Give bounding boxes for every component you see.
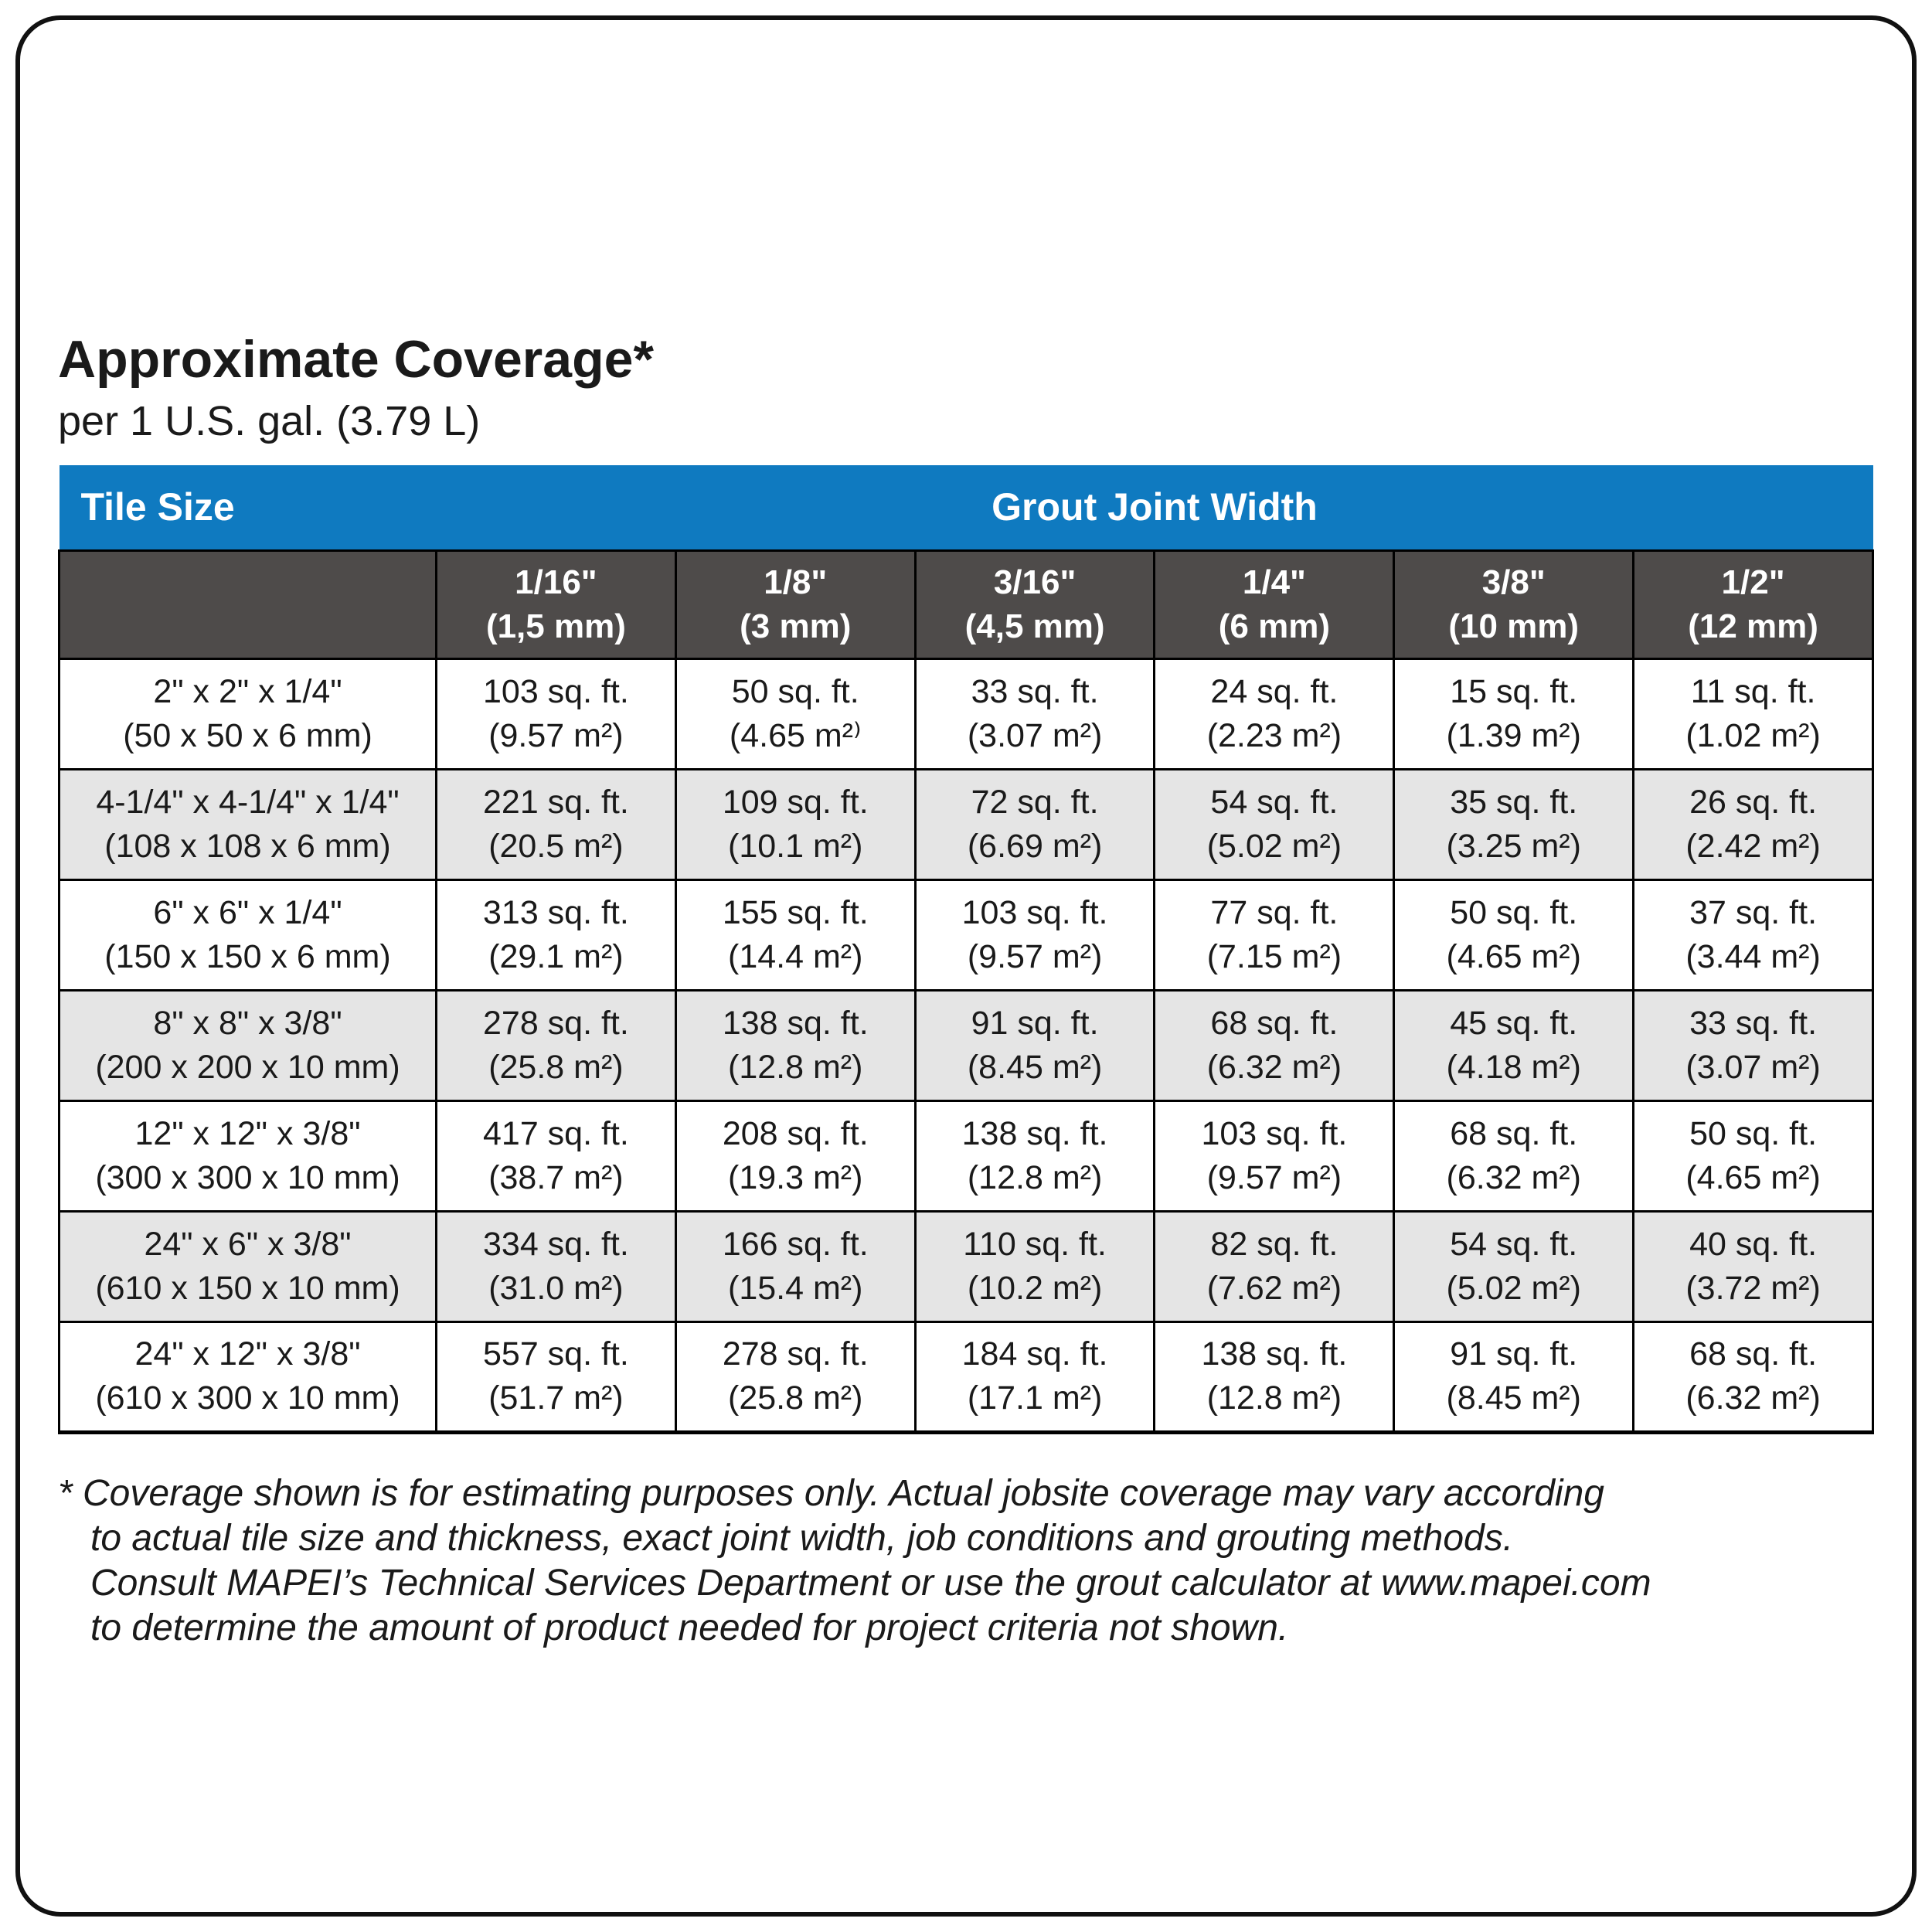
coverage-sqft: 26 sq. ft. [1689,783,1818,821]
coverage-cell [675,658,915,769]
coverage-sqft: 138 sq. ft. [1201,1335,1348,1372]
coverage-sqft: 11 sq. ft. [1690,672,1816,710]
joint-width-subheader-row [60,550,1873,658]
coverage-cell [1155,1100,1394,1211]
tile-size-inch: 8" x 8" x 3/8" [153,1004,342,1042]
coverage-m2: (31.0 m²) [488,1269,624,1307]
coverage-cell [437,658,676,769]
tile-size-inch: 2" x 2" x 1/4" [153,672,342,710]
tile-size-cell [60,1211,437,1321]
coverage-cell [1634,1211,1873,1321]
coverage-m2: (4.18 m²) [1446,1048,1581,1086]
coverage-cell [437,990,676,1100]
coverage-sqft: 557 sq. ft. [482,1335,629,1372]
coverage-sqft: 15 sq. ft. [1450,672,1578,710]
table-header-row [60,465,1873,550]
col-header [437,550,676,658]
coverage-m2: (2.23 m²) [1206,716,1342,754]
coverage-sqft: 184 sq. ft. [961,1335,1108,1372]
coverage-m2: (4.65 m²⁾ [729,716,862,754]
tile-size-inch: 12" x 12" x 3/8" [134,1114,361,1152]
col-header [675,550,915,658]
coverage-sqft: 91 sq. ft. [1450,1335,1578,1372]
tile-size-mm: (200 x 200 x 10 mm) [95,1048,400,1086]
coverage-sqft: 54 sq. ft. [1210,783,1338,821]
col-header-mm: (1,5 mm) [485,607,626,645]
coverage-cell [1394,658,1634,769]
coverage-m2: (6.69 m²) [967,827,1103,865]
coverage-cell [675,990,915,1100]
coverage-sqft: 138 sq. ft. [722,1004,869,1042]
coverage-m2: (25.8 m²) [728,1379,863,1417]
coverage-sqft: 103 sq. ft. [961,893,1108,931]
col-header-mm: (6 mm) [1218,607,1331,645]
coverage-sqft: 313 sq. ft. [482,893,629,931]
coverage-cell [1634,658,1873,769]
coverage-cell [915,769,1155,879]
tile-size-cell [60,769,437,879]
coverage-sqft: 50 sq. ft. [1689,1114,1818,1152]
coverage-sqft: 155 sq. ft. [722,893,869,931]
coverage-m2: (3.07 m²) [967,716,1103,754]
coverage-m2: (6.32 m²) [1446,1158,1581,1196]
col-header-mm: (3 mm) [740,607,852,645]
coverage-m2: (9.57 m²) [1206,1158,1342,1196]
coverage-sqft: 33 sq. ft. [1689,1004,1818,1042]
coverage-m2: (6.32 m²) [1685,1379,1821,1417]
coverage-m2: (20.5 m²) [488,827,624,865]
coverage-sqft: 40 sq. ft. [1689,1225,1818,1263]
coverage-cell [1155,769,1394,879]
coverage-sqft: 278 sq. ft. [722,1335,869,1372]
footnote [58,1471,1874,1651]
coverage-cell [1155,1321,1394,1432]
col-header-inch: 3/16" [993,563,1077,601]
col-header [1155,550,1394,658]
coverage-m2: (3.72 m²) [1685,1269,1821,1307]
coverage-m2: (3.07 m²) [1685,1048,1821,1086]
coverage-m2: (38.7 m²) [488,1158,624,1196]
page-subtitle: per 1 U.S. gal. (3.79 L) [58,398,481,444]
coverage-table [58,465,1874,1434]
coverage-sqft: 68 sq. ft. [1450,1114,1578,1152]
tile-size-mm: (150 x 150 x 6 mm) [104,937,391,975]
coverage-m2: (1.39 m²) [1446,716,1581,754]
coverage-sqft: 35 sq. ft. [1450,783,1578,821]
table-row [60,990,1873,1100]
coverage-cell [675,879,915,990]
col-header-mm: (12 mm) [1688,607,1818,645]
tile-size-mm: (610 x 300 x 10 mm) [95,1379,400,1417]
coverage-sqft: 103 sq. ft. [1201,1114,1348,1152]
coverage-m2: (12.8 m²) [967,1158,1103,1196]
coverage-sqft: 138 sq. ft. [961,1114,1108,1152]
coverage-sqft: 50 sq. ft. [1450,893,1578,931]
coverage-m2: (15.4 m²) [728,1269,863,1307]
page-title: Approximate Coverage* [58,330,654,389]
page-content [58,0,1874,1651]
coverage-sqft: 50 sq. ft. [731,672,859,710]
coverage-sqft: 68 sq. ft. [1689,1335,1818,1372]
tile-size-cell [60,1100,437,1211]
coverage-m2: (14.4 m²) [728,937,863,975]
coverage-cell [915,1321,1155,1432]
coverage-sqft: 417 sq. ft. [482,1114,629,1152]
coverage-m2: (3.44 m²) [1685,937,1821,975]
coverage-cell [437,769,676,879]
tile-size-inch: 4-1/4" x 4-1/4" x 1/4" [96,783,400,821]
col-header [1634,550,1873,658]
coverage-m2: (7.15 m²) [1206,937,1342,975]
coverage-m2: (9.57 m²) [488,716,624,754]
coverage-cell [1394,1321,1634,1432]
coverage-sqft: 208 sq. ft. [722,1114,869,1152]
coverage-cell [1634,769,1873,879]
col-header-mm: (4,5 mm) [964,607,1105,645]
col-header-inch: 1/2" [1721,563,1785,601]
coverage-sqft: 37 sq. ft. [1689,893,1818,931]
coverage-cell [915,990,1155,1100]
coverage-sqft: 82 sq. ft. [1210,1225,1338,1263]
coverage-sqft: 109 sq. ft. [722,783,869,821]
footnote-line: to actual tile size and thickness, exact joint width, job conditions and grouting methods. [90,1517,1514,1559]
coverage-m2: (10.1 m²) [728,827,863,865]
coverage-m2: (12.8 m²) [728,1048,863,1086]
coverage-m2: (3.25 m²) [1446,827,1581,865]
coverage-sqft: 68 sq. ft. [1210,1004,1338,1042]
coverage-sqft: 221 sq. ft. [482,783,629,821]
grout-joint-width-header: Grout Joint Width [437,465,1873,550]
coverage-sqft: 166 sq. ft. [722,1225,869,1263]
coverage-cell [675,1211,915,1321]
tile-size-mm: (610 x 150 x 10 mm) [95,1269,400,1307]
coverage-m2: (6.32 m²) [1206,1048,1342,1086]
table-row [60,1100,1873,1211]
tile-size-mm: (108 x 108 x 6 mm) [104,827,391,865]
coverage-cell [437,1211,676,1321]
coverage-sqft: 24 sq. ft. [1210,672,1338,710]
coverage-cell [1394,769,1634,879]
coverage-cell [915,1100,1155,1211]
col-header-inch: 3/8" [1481,563,1546,601]
coverage-m2: (19.3 m²) [728,1158,863,1196]
coverage-cell [1155,658,1394,769]
coverage-cell [1634,879,1873,990]
footnote-line: Consult MAPEI’s Technical Services Department or use the grout calculator at www.mapei.com [90,1562,1651,1604]
coverage-m2: (10.2 m²) [967,1269,1103,1307]
coverage-cell [1634,990,1873,1100]
table-row [60,1321,1873,1432]
tile-size-inch: 6" x 6" x 1/4" [153,893,342,931]
coverage-m2: (5.02 m²) [1446,1269,1581,1307]
coverage-m2: (5.02 m²) [1206,827,1342,865]
coverage-m2: (4.65 m²) [1446,937,1581,975]
coverage-m2: (4.65 m²) [1685,1158,1821,1196]
coverage-cell [1155,990,1394,1100]
tile-size-cell [60,990,437,1100]
coverage-m2: (8.45 m²) [1446,1379,1581,1417]
col-header-mm: (10 mm) [1448,607,1580,645]
coverage-m2: (8.45 m²) [967,1048,1103,1086]
coverage-sqft: 77 sq. ft. [1210,893,1338,931]
footnote-line: to determine the amount of product needed for project criteria not shown. [90,1607,1289,1648]
table-row [60,879,1873,990]
coverage-m2: (7.62 m²) [1206,1269,1342,1307]
tile-size-inch: 24" x 12" x 3/8" [134,1335,361,1372]
coverage-m2: (29.1 m²) [488,937,624,975]
coverage-m2: (1.02 m²) [1685,716,1821,754]
tile-size-mm: (300 x 300 x 10 mm) [95,1158,400,1196]
col-header-inch: 1/16" [515,563,597,601]
coverage-sqft: 334 sq. ft. [482,1225,629,1263]
coverage-cell [915,879,1155,990]
table-row [60,1211,1873,1321]
coverage-sqft: 54 sq. ft. [1450,1225,1578,1263]
coverage-cell [675,1100,915,1211]
col-header [915,550,1155,658]
coverage-sqft: 72 sq. ft. [971,783,1099,821]
tile-size-cell [60,1321,437,1432]
tile-size-inch: 24" x 6" x 3/8" [144,1225,352,1263]
coverage-cell [1155,1211,1394,1321]
table-row [60,769,1873,879]
coverage-sqft: 91 sq. ft. [971,1004,1099,1042]
coverage-m2: (12.8 m²) [1206,1379,1342,1417]
coverage-cell [1394,1211,1634,1321]
coverage-cell [437,879,676,990]
coverage-sqft: 103 sq. ft. [482,672,629,710]
coverage-cell [675,1321,915,1432]
col-header-inch: 1/4" [1242,563,1306,601]
coverage-m2: (9.57 m²) [967,937,1103,975]
coverage-cell [437,1321,676,1432]
tile-size-cell [60,658,437,769]
coverage-cell [1634,1100,1873,1211]
empty-corner-cell [60,550,437,658]
coverage-cell [437,1100,676,1211]
coverage-sqft: 33 sq. ft. [971,672,1099,710]
coverage-sqft: 110 sq. ft. [963,1225,1107,1263]
coverage-cell [915,658,1155,769]
tile-size-cell [60,879,437,990]
coverage-sqft: 278 sq. ft. [482,1004,629,1042]
coverage-cell [915,1211,1155,1321]
col-header [1394,550,1634,658]
coverage-cell [1394,1100,1634,1211]
coverage-cell [675,769,915,879]
col-header-inch: 1/8" [764,563,828,601]
tile-size-header: Tile Size [60,465,437,550]
coverage-sqft: 45 sq. ft. [1450,1004,1578,1042]
coverage-cell [1155,879,1394,990]
coverage-cell [1394,879,1634,990]
coverage-m2: (2.42 m²) [1685,827,1821,865]
coverage-m2: (25.8 m²) [488,1048,624,1086]
coverage-m2: (17.1 m²) [967,1379,1103,1417]
table-row [60,658,1873,769]
coverage-cell [1394,990,1634,1100]
coverage-cell [1634,1321,1873,1432]
footnote-line: * Coverage shown is for estimating purposes only. Actual jobsite coverage may vary according [58,1472,1604,1514]
tile-size-mm: (50 x 50 x 6 mm) [123,716,372,754]
coverage-m2: (51.7 m²) [488,1379,624,1417]
